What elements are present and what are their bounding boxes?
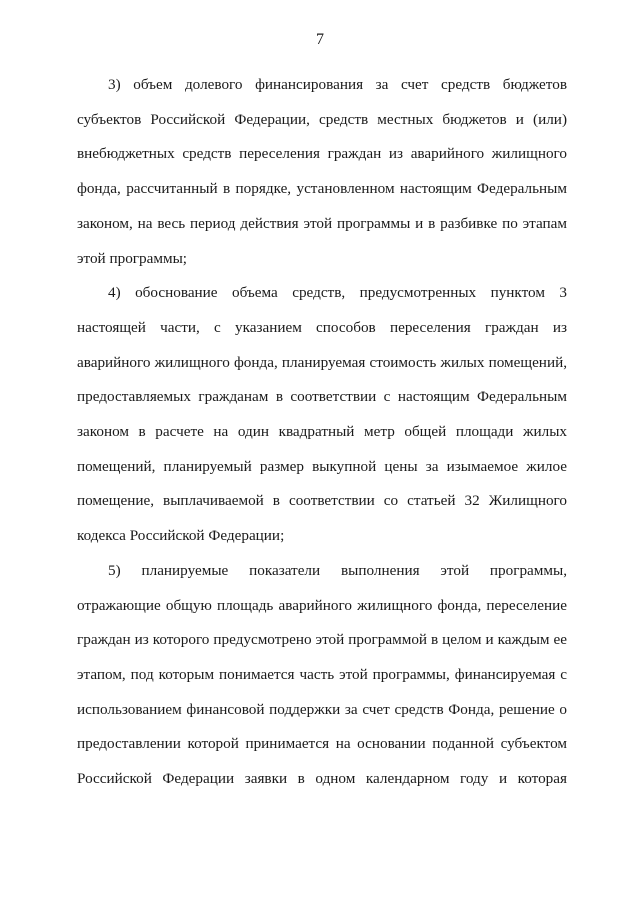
paragraph-item-4: 4) обоснование объема средств, предусмотренных пунктом 3 настоящей части, с указанием способов переселения граждан из аварийного жилищного фонда, планируемая стоимость жилых помещений, предоставляемых гражданам в соответствии с настоящим Федеральным законом в расчете на один квадратный метр общей площади жилых помещений, планируемый размер выкупной цены за изымаемое жилое помещение, выплачиваемой в соответствии со статьей 32 Жилищного кодекса Российской Федерации; [77,284,567,545]
paragraph-item-3: 3) объем долевого финансирования за счет средств бюджетов субъектов Российской Федерации, средств местных бюджетов и (или) внебюджетных средств переселения граждан из аварийного жилищного фонда, рассчитанный в порядке, установленном настоящим Федеральным законом, на весь период действия этой программы и в разбивке по этапам этой программы; [77,76,567,267]
document-body [77,68,567,797]
page-number: 7 [316,31,324,48]
paragraph-item-5: 5) планируемые показатели выполнения этой программы, отражающие общую площадь аварийного жилищного фонда, переселение граждан из которого предусмотрено этой программой в целом и каждым ее этапом, под которым понимается часть этой программы, финансируемая с использованием финансовой поддержки за счет средств Фонда, решение о предоставлении которой принимается на основании поданной субъектом Российской Федерации заявки в одном календарном году и которая [77,561,567,788]
